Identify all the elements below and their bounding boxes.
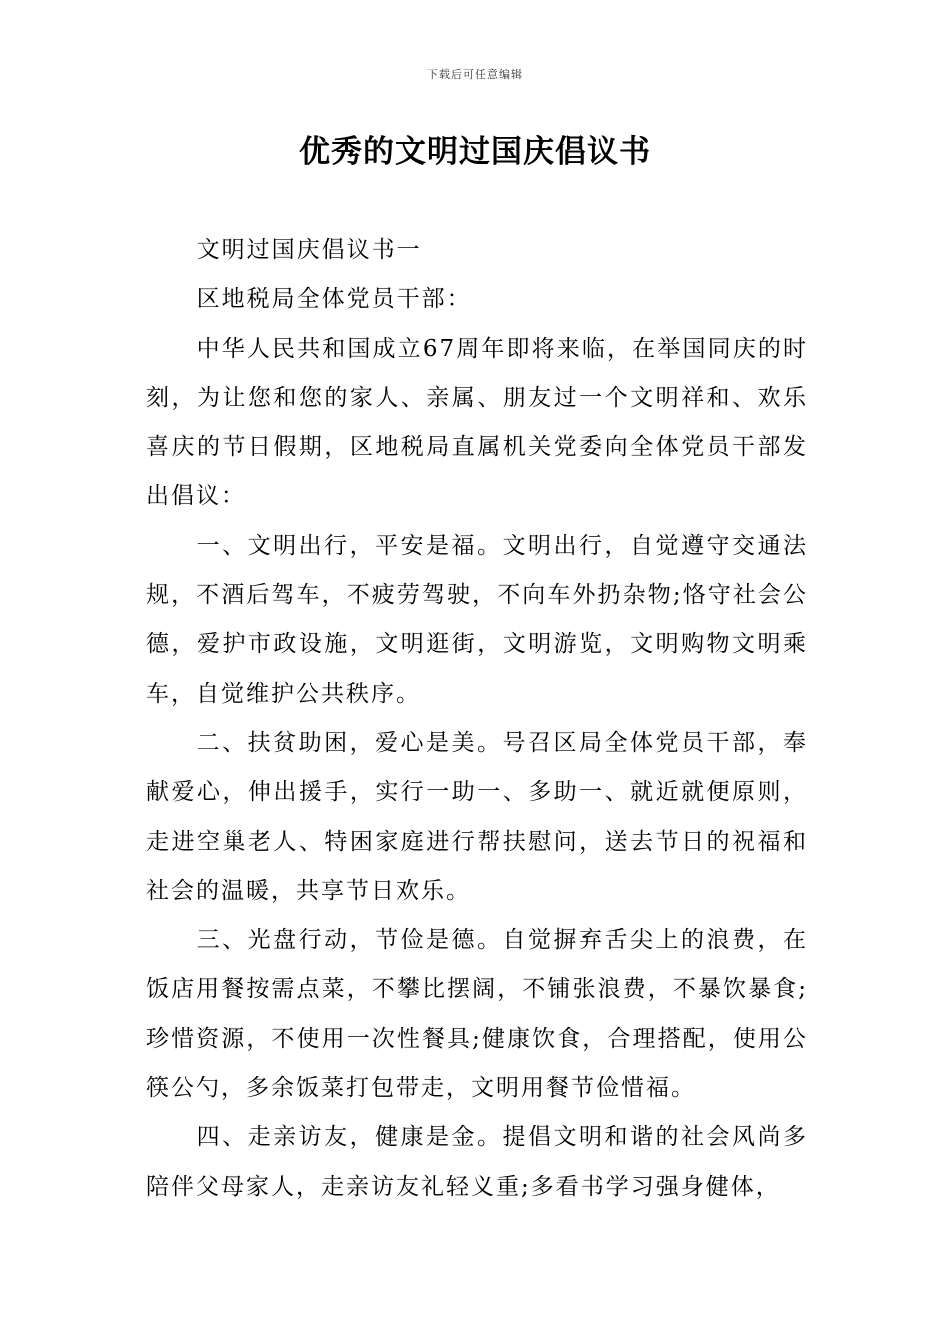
paragraph-salutation: 区地税局全体党员干部： bbox=[196, 286, 472, 313]
paragraph-item-3: 三、光盘行动，节俭是德。自觉摒弃舌尖上的浪费，在饭店用餐按需点菜，不攀比摆阔，不铺张浪费，不暴饮暴食;珍惜资源，不使用一次性餐具;健康饮食，合理搭配，使用公筷公勺，多余饭菜打包带走，文明用餐节俭惜福。 bbox=[146, 927, 808, 1102]
paragraph-item-2: 二、扶贫助困，爱心是美。号召区局全体党员干部，奉献爱心，伸出援手，实行一助一、多助一、就近就便原则，走进空巢老人、特困家庭进行帮扶慰问，送去节日的祝福和社会的温暖，共享节日欢乐。 bbox=[146, 729, 808, 904]
paragraph-item-4: 四、走亲访友，健康是金。提倡文明和谐的社会风尚多陪伴父母家人，走亲访友礼轻义重;多看书学习强身健体， bbox=[146, 1124, 808, 1200]
paragraph-intro: 中华人民共和国成立67周年即将来临，在举国同庆的时刻，为让您和您的家人、亲属、朋友过一个文明祥和、欢乐喜庆的节日假期，区地税局直属机关党委向全体党员干部发出倡议： bbox=[146, 335, 808, 510]
header-note: 下载后可任意编辑 bbox=[427, 68, 523, 81]
paragraph-item-1: 一、文明出行，平安是福。文明出行，自觉遵守交通法规，不酒后驾车，不疲劳驾驶，不向车外扔杂物;恪守社会公德，爱护市政设施，文明逛街，文明游览，文明购物文明乘车，自觉维护公共秩序。 bbox=[146, 532, 808, 707]
document-title: 优秀的文明过国庆倡议书 bbox=[299, 134, 651, 170]
document-body bbox=[146, 226, 808, 1212]
paragraph-subtitle: 文明过国庆倡议书一 bbox=[196, 237, 422, 263]
